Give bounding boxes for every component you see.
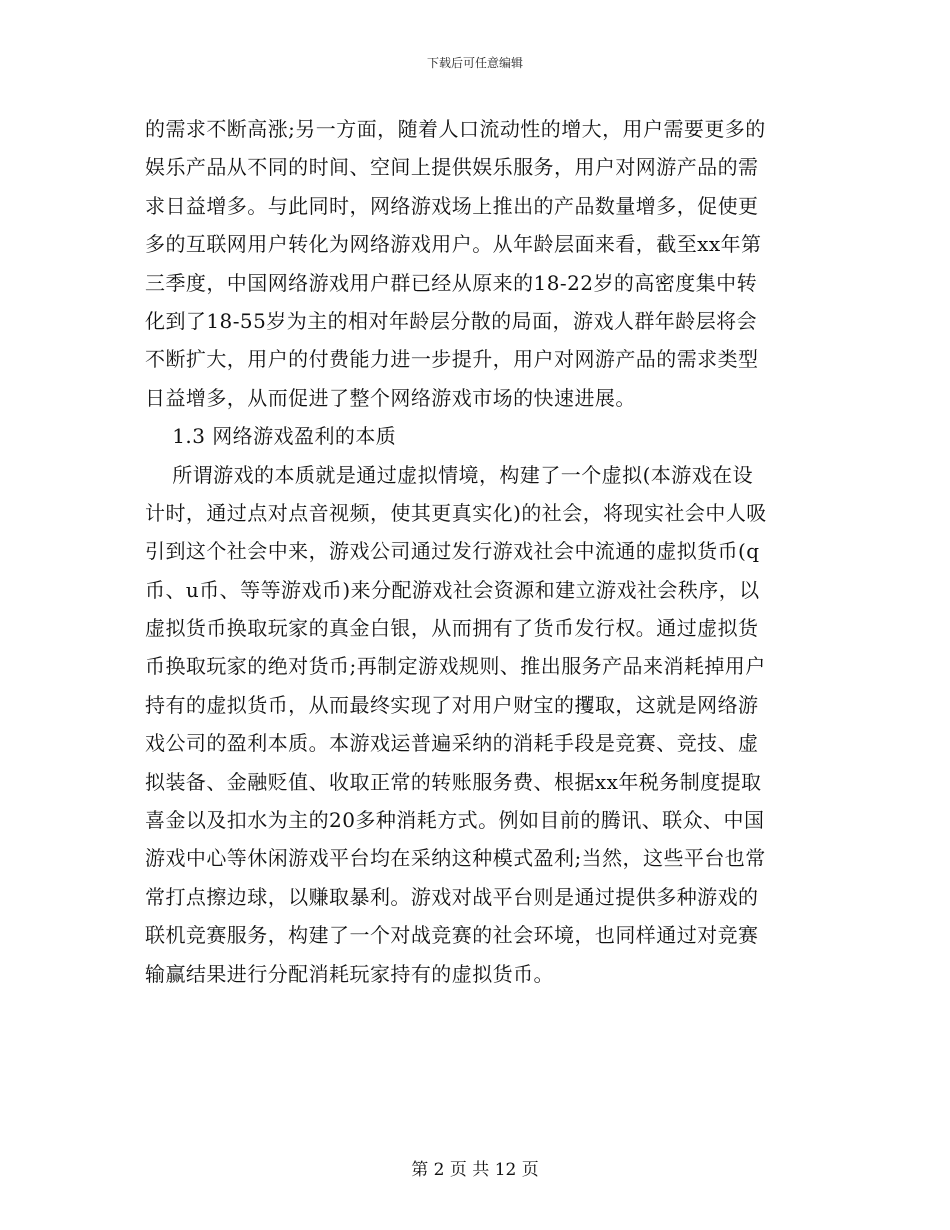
text-line: 持有的虚拟货币，从而最终实现了对用户财宝的攫取，这就是网络游 bbox=[145, 692, 759, 717]
text-line: 常打点擦边球，以赚取暴利。游戏对战平台则是通过提供多种游戏的 bbox=[145, 884, 759, 909]
text-line: 输赢结果进行分配消耗玩家持有的虚拟货币。 bbox=[145, 961, 554, 986]
text-line: 币、u币、等等游戏币)来分配游戏社会资源和建立游戏社会秩序，以 bbox=[145, 577, 760, 602]
text-line: 戏公司的盈利本质。本游戏运普遍采纳的消耗手段是竞赛、竞技、虚 bbox=[145, 731, 759, 756]
text-line: 所谓游戏的本质就是通过虚拟情境，构建了一个虚拟(本游戏在设 bbox=[145, 462, 754, 487]
document-body bbox=[145, 110, 815, 993]
text-line: 多的互联网用户转化为网络游戏用户。从年龄层面来看，截至xx年第 bbox=[145, 232, 762, 257]
text-line: 联机竞赛服务，构建了一个对战竞赛的社会环境，也同样通过对竞赛 bbox=[145, 923, 759, 948]
page-header: 下载后可任意编辑 bbox=[426, 56, 523, 70]
text-line: 化到了18-55岁为主的相对年龄层分散的局面，游戏人群年龄层将会 bbox=[145, 308, 758, 333]
section-heading: 1.3 网络游戏盈利的本质 bbox=[145, 424, 397, 449]
text-line: 喜金以及扣水为主的20多种消耗方式。例如目前的腾讯、联众、中国 bbox=[145, 808, 765, 833]
text-line: 游戏中心等休闲游戏平台均在采纳这种模式盈利;当然，这些平台也常 bbox=[145, 846, 766, 871]
page-footer: 第 2 页 共 12 页 bbox=[411, 1160, 539, 1180]
text-line: 不断扩大，用户的付费能力进一步提升，用户对网游产品的需求类型 bbox=[145, 347, 759, 372]
text-line: 虚拟货币换取玩家的真金白银，从而拥有了货币发行权。通过虚拟货 bbox=[145, 616, 759, 641]
text-line: 日益增多，从而促进了整个网络游戏市场的快速进展。 bbox=[145, 385, 636, 410]
text-line: 拟装备、金融贬值、收取正常的转账服务费、根据xx年税务制度提取 bbox=[145, 769, 762, 794]
text-line: 计时，通过点对点音视频，使其更真实化)的社会，将现实社会中人吸 bbox=[145, 500, 767, 525]
text-line: 三季度，中国网络游戏用户群已经从原来的18-22岁的高密度集中转 bbox=[145, 270, 758, 295]
text-line: 的需求不断高涨;另一方面，随着人口流动性的增大，用户需要更多的 bbox=[145, 117, 766, 141]
text-line: 娱乐产品从不同的时间、空间上提供娱乐服务，用户对网游产品的需 bbox=[145, 155, 759, 180]
text-line: 求日益增多。与此同时，网络游戏场上推出的产品数量增多，促使更 bbox=[145, 193, 759, 218]
text-line: 引到这个社会中来，游戏公司通过发行游戏社会中流通的虚拟货币(q bbox=[145, 539, 760, 564]
text-line: 币换取玩家的绝对货币;再制定游戏规则、推出服务产品来消耗掉用户 bbox=[145, 654, 766, 679]
